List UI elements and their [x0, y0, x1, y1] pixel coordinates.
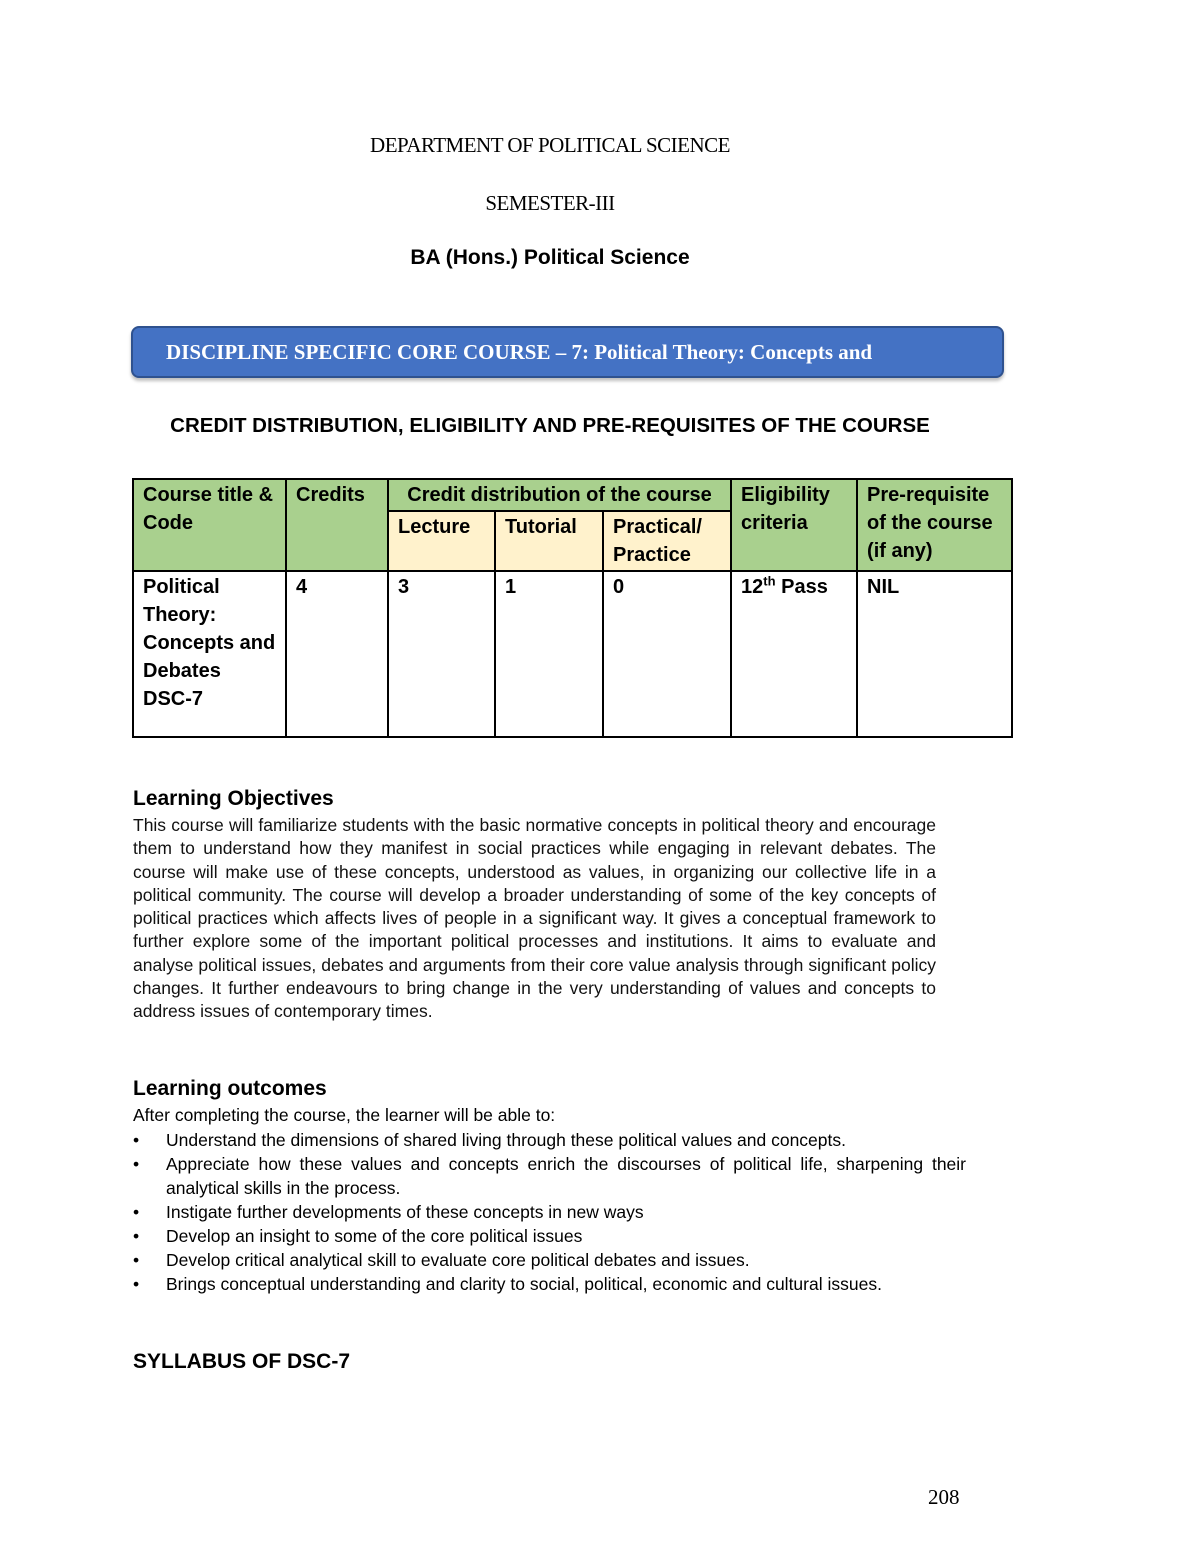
credit-table: [132, 478, 1013, 738]
learning-outcomes-list: [133, 1128, 966, 1296]
list-item: [133, 1248, 966, 1272]
list-item: [133, 1128, 966, 1152]
learning-outcomes-intro: After completing the course, the learner will be able to:: [133, 1105, 556, 1125]
list-item-text: Develop an insight to some of the core political issues: [166, 1226, 583, 1246]
syllabus-heading: SYLLABUS OF DSC-7: [133, 1350, 351, 1373]
learning-outcomes-heading: Learning outcomes: [133, 1077, 327, 1100]
course-title-text: Political Theory: Concepts and Debates: [143, 576, 276, 682]
header-eligibility: Eligibility criteria: [731, 479, 857, 571]
eligibility-suffix: th: [763, 573, 776, 589]
bullet-icon: •: [133, 1130, 140, 1150]
degree-title: BA (Hons.) Political Science: [410, 246, 690, 269]
list-item-text: Instigate further developments of these concepts in new ways: [166, 1202, 644, 1222]
credit-section-heading: CREDIT DISTRIBUTION, ELIGIBILITY AND PRE-REQUISITES OF THE COURSE: [170, 414, 930, 437]
header-tutorial: Tutorial: [495, 511, 603, 571]
table-row: [133, 571, 1012, 737]
header-credit-distribution: Credit distribution of the course: [388, 479, 731, 511]
cell-eligibility: [731, 571, 857, 737]
table-header-row: [133, 479, 1012, 511]
cell-practical: 0: [603, 571, 731, 737]
list-item: [133, 1272, 966, 1296]
list-item-text: Develop critical analytical skill to evaluate core political debates and issues.: [166, 1250, 750, 1270]
course-code: DSC-7: [143, 688, 204, 710]
cell-course-title: [133, 571, 286, 737]
bullet-icon: •: [133, 1202, 140, 1222]
cell-prerequisite: NIL: [857, 571, 1012, 737]
cell-credits: 4: [286, 571, 388, 737]
bullet-icon: •: [133, 1226, 140, 1246]
bullet-icon: •: [133, 1154, 140, 1174]
header-practical: Practical/ Practice: [603, 511, 731, 571]
learning-objectives-heading: Learning Objectives: [133, 787, 334, 810]
eligibility-rest: Pass: [775, 576, 828, 598]
list-item: [133, 1200, 966, 1224]
bullet-icon: •: [133, 1250, 140, 1270]
list-item-text: Brings conceptual understanding and clarity to social, political, economic and cultural issues.: [166, 1274, 882, 1294]
header-course-title: Course title & Code: [133, 479, 286, 571]
list-item: [133, 1224, 966, 1248]
header-prerequisite: Pre-requisite of the course (if any): [857, 479, 1012, 571]
list-item-text: Understand the dimensions of shared living through these political values and concepts.: [166, 1130, 846, 1150]
header-credits: Credits: [286, 479, 388, 571]
cell-lecture: 3: [388, 571, 495, 737]
bullet-icon: •: [133, 1274, 140, 1294]
list-item-text: Appreciate how these values and concepts enrich the discourses of political life, sharpening their analytical skills in the process.: [166, 1154, 966, 1198]
department-title: DEPARTMENT OF POLITICAL SCIENCE: [370, 133, 730, 157]
learning-objectives-body: This course will familiarize students with the basic normative concepts in political theory and encourage them to understand how they manifest in social practices while engaging in relevant debates. The course will make use of these concepts, understood as values, in organizing our collective life in a political community. The course will develop a broader understanding of some of the key concepts of political practices which affects lives of people in a significant way. It gives a conceptual framework to further explore some of the important political processes and institutions. It aims to evaluate and analyse political issues, debates and arguments from their core value analysis through significant policy changes. It further endeavours to bring change in the very understanding of values and concepts to address issues of contemporary times.: [133, 815, 936, 1022]
list-item: [133, 1152, 966, 1200]
course-banner: [131, 326, 1004, 378]
page-number: 208: [928, 1485, 960, 1509]
course-banner-text: DISCIPLINE SPECIFIC CORE COURSE – 7: Political Theory: Concepts and: [166, 340, 873, 364]
eligibility-number: 12: [741, 576, 764, 598]
cell-tutorial: 1: [495, 571, 603, 737]
header-lecture: Lecture: [388, 511, 495, 571]
semester-title: SEMESTER-III: [485, 191, 615, 215]
